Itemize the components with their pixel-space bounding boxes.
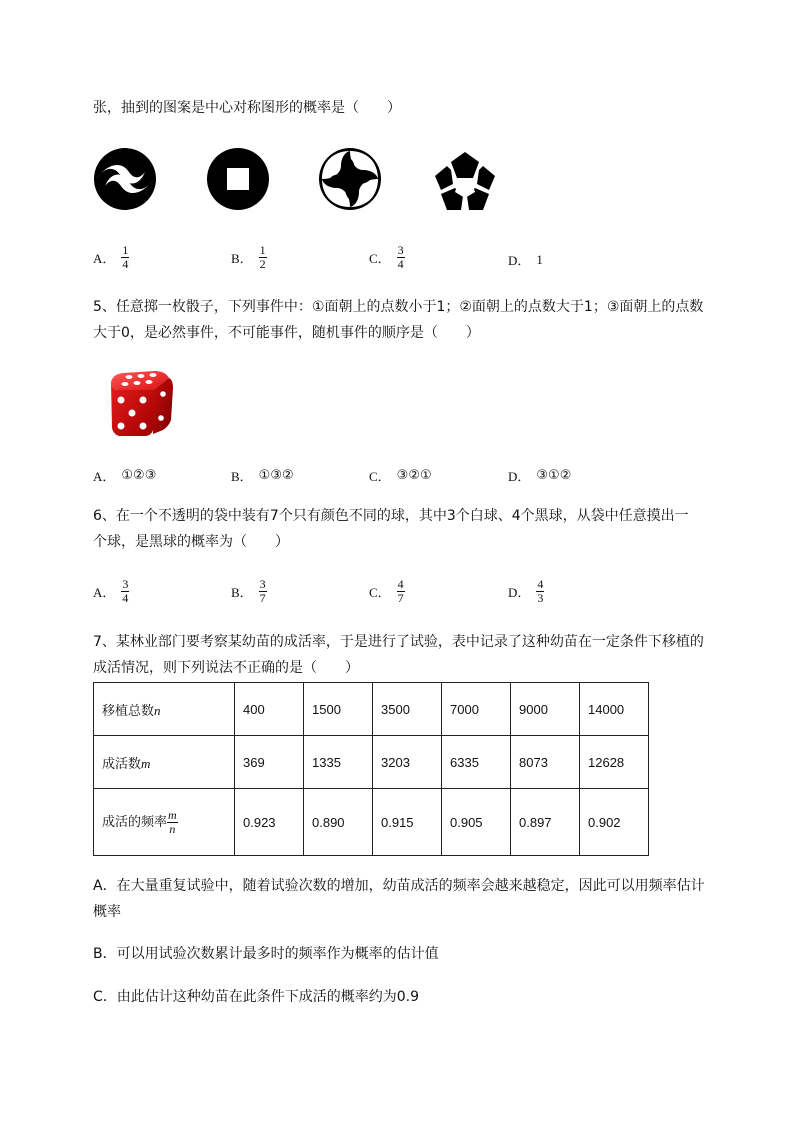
table-cell: 6335: [442, 736, 511, 789]
denominator: 7: [259, 591, 266, 605]
denominator: 3: [537, 591, 544, 605]
table-cell: 0.897: [511, 789, 580, 856]
fraction: [397, 244, 405, 271]
fraction: [259, 578, 267, 605]
square-hole-coin-icon: [206, 146, 270, 212]
row-header-label: 成活数: [102, 756, 142, 772]
option-value: ①②③: [121, 468, 157, 483]
q6-stem-line2: 个球，是黑球的概率为（ ）: [93, 534, 289, 550]
q4-stem: 张，抽到的图案是中心对称图形的概率是（ ）: [93, 100, 401, 116]
numerator: 4: [397, 577, 404, 591]
table-cell: 3203: [373, 736, 442, 789]
row-header: [94, 683, 235, 736]
q7-stem-line2: 成活情况，则下列说法不正确的是（ ）: [93, 660, 359, 676]
q6-option-d[interactable]: [508, 578, 544, 605]
option-label: D．: [508, 585, 531, 600]
q6-option-c[interactable]: [369, 578, 405, 605]
table-row: [94, 789, 649, 856]
q6-option-b[interactable]: [231, 578, 267, 605]
denominator: 4: [397, 257, 404, 271]
row-header-label: 移植总数: [102, 703, 155, 719]
q7-option-a-line1[interactable]: A．在大量重复试验中，随着试验次数的增加，幼苗成活的频率会越来越稳定，因此可以用频率估计: [93, 878, 705, 894]
row-header: [94, 736, 235, 789]
variable-m: m: [141, 755, 151, 771]
red-dice-icon: [105, 368, 177, 438]
table-cell: 8073: [511, 736, 580, 789]
numerator: 4: [537, 577, 544, 591]
option-label: C．: [369, 251, 391, 266]
table-cell: 400: [235, 683, 304, 736]
q5-stem-line2: 大于0，是必然事件，不可能事件，随机事件的顺序是（ ）: [93, 325, 480, 341]
denominator: 2: [259, 257, 266, 271]
fraction: [536, 578, 544, 605]
row-header-label: 成活的频率: [102, 814, 168, 830]
q6-stem-line1: 6、在一个不透明的袋中装有7个只有颜色不同的球，其中3个白球、4个黑球，从袋中任意摸出一: [93, 508, 689, 524]
denominator: 4: [122, 591, 129, 605]
fraction: [121, 244, 129, 271]
q5-option-a[interactable]: [93, 466, 156, 485]
table-cell: 9000: [511, 683, 580, 736]
option-label: C．: [369, 469, 391, 484]
option-label: B．: [231, 251, 253, 266]
q4-option-b[interactable]: [231, 244, 267, 271]
variable-n: n: [154, 702, 161, 718]
q5-option-c[interactable]: [369, 466, 432, 485]
option-label: D．: [508, 469, 531, 484]
table-row: [94, 683, 649, 736]
q7-option-c[interactable]: C．由此估计这种幼苗在此条件下成活的概率约为0.9: [93, 989, 420, 1005]
numerator: 3: [122, 577, 129, 591]
q5-option-b[interactable]: [231, 466, 294, 485]
numerator: 1: [259, 243, 266, 257]
pentagon-star-icon: [433, 150, 497, 212]
option-label: B．: [231, 585, 253, 600]
numerator: 3: [259, 577, 266, 591]
q7-option-a-line2: 概率: [93, 904, 121, 920]
table-cell: 0.902: [580, 789, 649, 856]
table-cell: 14000: [580, 683, 649, 736]
table-cell: 7000: [442, 683, 511, 736]
option-label: C．: [369, 585, 391, 600]
table-cell: 0.923: [235, 789, 304, 856]
table-cell: 0.915: [373, 789, 442, 856]
row-header: [94, 789, 235, 856]
denominator: n: [169, 821, 176, 836]
denominator: 4: [122, 257, 129, 271]
option-label: A．: [93, 585, 116, 600]
seedling-survival-table: [93, 682, 649, 856]
q7-stem-line1: 7、某林业部门要考察某幼苗的成活率，于是进行了试验，表中记录了这种幼苗在一定条件下移植的: [93, 634, 704, 650]
fraction: [259, 244, 267, 271]
table-cell: 0.905: [442, 789, 511, 856]
q4-option-d[interactable]: [508, 250, 543, 269]
denominator: 7: [397, 591, 404, 605]
numerator: 1: [122, 243, 129, 257]
four-petal-circle-icon: [317, 146, 383, 212]
option-label: A．: [93, 251, 116, 266]
q6-option-a[interactable]: [93, 578, 129, 605]
q5-option-d[interactable]: [508, 466, 571, 485]
fraction: [167, 809, 178, 836]
table-cell: 3500: [373, 683, 442, 736]
option-label: A．: [93, 469, 116, 484]
yin-yang-wave-icon: [93, 146, 157, 212]
option-value: ③②①: [396, 468, 432, 483]
fraction: [121, 578, 129, 605]
option-value: 1: [536, 251, 543, 267]
q4-option-a[interactable]: [93, 244, 129, 271]
q5-stem-line1: 5、任意掷一枚骰子，下列事件中：①面朝上的点数小于1；②面朝上的点数大于1；③面朝上的点数: [93, 299, 704, 315]
table-cell: 1335: [304, 736, 373, 789]
table-cell: 12628: [580, 736, 649, 789]
numerator: m: [168, 807, 177, 822]
q7-option-b[interactable]: B．可以用试验次数累计最多时的频率作为概率的估计值: [93, 946, 439, 962]
option-label: D．: [508, 253, 531, 268]
fraction: [397, 578, 405, 605]
table-cell: 1500: [304, 683, 373, 736]
q4-option-c[interactable]: [369, 244, 405, 271]
option-label: B．: [231, 469, 253, 484]
option-value: ①③②: [258, 468, 294, 483]
option-value: ③①②: [536, 468, 572, 483]
table-cell: 369: [235, 736, 304, 789]
numerator: 3: [397, 243, 404, 257]
table-cell: 0.890: [304, 789, 373, 856]
table-row: [94, 736, 649, 789]
